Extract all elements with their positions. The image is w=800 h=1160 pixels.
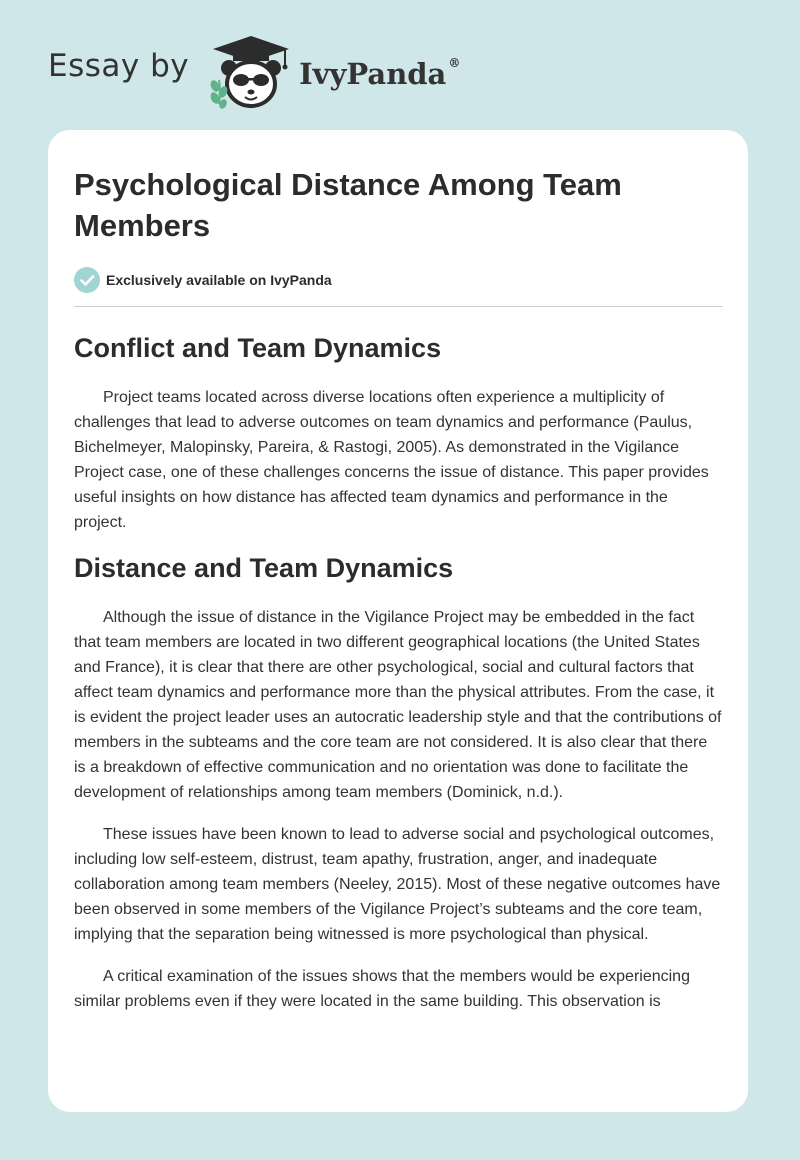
section-heading: Conflict and Team Dynamics — [74, 333, 442, 363]
site-header — [48, 32, 460, 112]
ivypanda-wordmark: IvyPanda ® — [299, 56, 461, 91]
section-conflict-team-dynamics — [74, 331, 723, 535]
paragraph: Project teams located across diverse locations often experience a multiplicity of challenges that lead to adverse outcomes on team dynamics and performance (Paulus, Bichelmeyer, Malopinsky, Pareira, & Rastogi, 2005). As demonstrated in the Vigilance Project case, one of these challenges concerns the issue of distance. This paper provides useful insights on how distance has affected team dynamics and performance in the project. — [74, 389, 709, 531]
panda-mascot-icon — [205, 32, 297, 112]
essay-card — [48, 130, 748, 1112]
title-divider — [74, 306, 723, 307]
section-heading: Distance and Team Dynamics — [74, 553, 454, 583]
essay-by-label: Essay by — [48, 48, 190, 84]
check-circle-icon — [74, 267, 100, 293]
ivypanda-logo-link[interactable] — [205, 32, 460, 112]
exclusive-badge — [74, 266, 723, 294]
essay-title: Psychological Distance Among Team Members — [74, 167, 622, 243]
trademark-symbol: ® — [448, 56, 461, 71]
paragraph: These issues have been known to lead to adverse social and psychological outcomes, including low self-esteem, distrust, team apathy, frustration, anger, and inadequate collaboration among team members (Neeley, 2015). Most of these negative outcomes have been observed in some members of the Vigilance Project’s subteams and the core team, implying that the separation being witnessed is more psychological than physical. — [74, 826, 721, 943]
paragraph: A critical examination of the issues shows that the members would be experiencing similar problems even if they were located in the same building. This observation is — [74, 968, 690, 1010]
paragraph: Although the issue of distance in the Vigilance Project may be embedded in the fact that team members are located in two different geographical locations (the United States and France), it is clear that there are other psychological, social and cultural factors that affect team dynamics and performance more than the physical attributes. From the case, it is evident the project leader uses an autocratic leadership style and that the contributions of members in the subteams and the core team are not considered. It is also clear that there is a breakdown of effective communication and no orientation was done to facilitate the development of relationships among team members (Dominick, n.d.). — [74, 609, 722, 801]
exclusive-badge-text: Exclusively available on IvyPanda — [106, 272, 332, 288]
essay-content — [74, 164, 723, 1014]
section-distance-team-dynamics — [74, 551, 723, 1014]
